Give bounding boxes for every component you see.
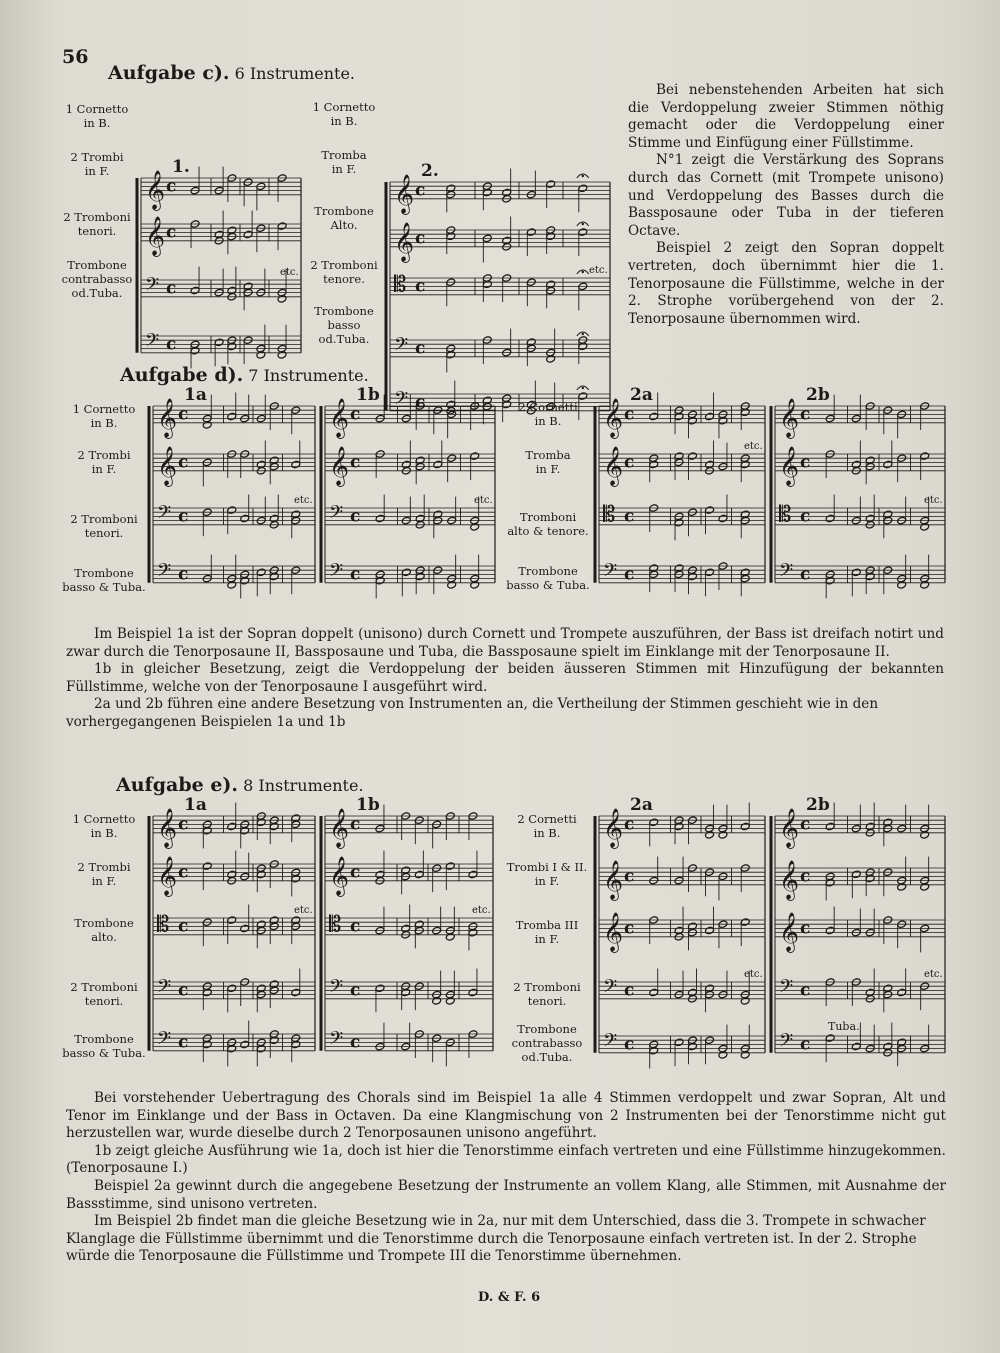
score-svg (134, 80, 304, 356)
e-text-3: Im Beispiel 2b findet man die gleiche Besetzung wie in 2a, nur mit dem Unterschied, dass die 3. Trompete in schwacher Klanglage die Füllstimme übernimmt und die Tenorstimme durch die Tenorposaune einfach vertreten ist. In der 2. Strophe würde die Tenorposaune die Füllstimme und Trompete III die Tenorstimme übernehmen. (66, 1213, 926, 1265)
svg-text:𝄞: 𝄞 (157, 445, 178, 486)
svg-text:c: c (800, 814, 811, 835)
etc-mark: etc. (294, 905, 313, 916)
e-left-label-4: Trombone basso & Tuba. (62, 1032, 146, 1060)
example-label: 2a (630, 385, 653, 405)
svg-text:𝄢: 𝄢 (157, 502, 172, 528)
svg-text:𝄢: 𝄢 (157, 1028, 172, 1054)
example-label: 1a (184, 385, 207, 405)
svg-text:𝄢: 𝄢 (603, 560, 618, 586)
d-left-label-2: 2 Tromboni tenori. (70, 512, 138, 540)
etc-mark: etc. (474, 495, 493, 506)
svg-text:𝄞: 𝄞 (157, 855, 178, 896)
c2-label-1: Tromba in F. (321, 148, 367, 176)
svg-text:c: c (350, 452, 361, 473)
score-svg (592, 790, 768, 1090)
example-label: 2. (421, 161, 439, 181)
svg-text:𝄢: 𝄢 (329, 560, 344, 586)
aufgabe-d-text (66, 626, 944, 732)
c2-label-3: 2 Tromboni tenore. (310, 258, 378, 286)
d-left-labels (60, 402, 148, 594)
e-right-label-0: 2 Cornetti in B. (517, 812, 577, 840)
c1-label-0: 1 Cornetto in B. (65, 102, 129, 130)
e-left-label-0: 1 Cornetto in B. (72, 812, 136, 840)
svg-text:c: c (415, 338, 426, 359)
svg-text:c: c (624, 452, 635, 473)
c-text-0: Bei nebenstehenden Arbeiten hat sich die Verdoppelung zweier Stimmen nöthig gemacht oder die Verdoppelung einer Stimme und Einfügung einer Füllstimme. (628, 82, 944, 151)
d-left-label-3: Trombone basso & Tuba. (62, 566, 146, 594)
etc-mark: etc. (472, 905, 491, 916)
example-label: 1a (184, 795, 207, 815)
svg-text:c: c (350, 814, 361, 835)
aufgabe-e-title: Aufgabe e). (116, 774, 239, 796)
c2-labels (302, 100, 386, 346)
score-c1 (134, 80, 304, 356)
svg-text:c: c (166, 334, 177, 355)
e-left-labels (60, 812, 148, 1060)
d-text-0: Im Beispiel 1a ist der Sopran doppelt (unisono) durch Cornett und Trompete auszuführen, der Bass ist dreifach notirt und zwar durch die Tenorposaune II, Bassposaune und Tuba, die Bassposaune spielt im Einklange mit der Tenorposaune II. (66, 626, 944, 660)
svg-text:𝄢: 𝄢 (329, 1028, 344, 1054)
svg-text:𝄞: 𝄞 (779, 807, 800, 848)
svg-text:c: c (624, 866, 635, 887)
e-text-2: Beispiel 2a gewinnt durch die angegebene Besetzung der Instrumente an vollem Klang, alle Stimmen, mit Ausnahme der Bassstimme, sind unisono vertreten. (66, 1177, 946, 1212)
svg-text:𝄞: 𝄞 (603, 859, 624, 900)
score-e2a (592, 790, 768, 1090)
etc-mark: etc. (924, 495, 943, 506)
svg-text:𝄞: 𝄞 (157, 397, 178, 438)
aufgabe-c-title: Aufgabe c). (108, 62, 230, 84)
svg-text:𝄢: 𝄢 (145, 274, 160, 300)
svg-text:𝄞: 𝄞 (157, 807, 178, 848)
c1-label-3: Trombone contrabasso od.Tuba. (61, 258, 133, 300)
aufgabe-c-text (628, 82, 944, 328)
svg-text:𝄞: 𝄞 (145, 169, 166, 210)
d-right-label-0: 2 Cornetti in B. (518, 400, 578, 428)
score-svg (146, 790, 318, 1090)
svg-text:c: c (800, 506, 811, 527)
svg-text:c: c (800, 866, 811, 887)
e-left-label-3: 2 Tromboni tenori. (70, 980, 138, 1008)
score-d1b (318, 378, 498, 618)
footer-plate-number: D. & F. 6 (478, 1290, 541, 1305)
svg-text:c: c (624, 506, 635, 527)
c1-label-2: 2 Tromboni tenori. (63, 210, 131, 238)
score-d1a (146, 378, 318, 618)
score-d2a (592, 378, 768, 618)
svg-text:c: c (178, 404, 189, 425)
score-svg (768, 378, 948, 618)
svg-text:c: c (800, 404, 811, 425)
e-right-label-2: Tromba III in F. (515, 918, 579, 946)
c-text-2: Beispiel 2 zeigt den Sopran doppelt vertreten, doch übernimmt hier die 1. Tenorposaune die Füllstimme, welche in der 2. Strophe vorübergehend von der 2. Tenorposaune übernommen wird. (628, 240, 944, 327)
d-right-label-1: Tromba in F. (525, 448, 571, 476)
svg-text:c: c (178, 1032, 189, 1053)
score-e1a (146, 790, 318, 1090)
e-right-label-1: Trombi I & II. in F. (506, 860, 588, 888)
aufgabe-c-count: 6 Instrumente. (234, 64, 356, 83)
svg-text:c: c (166, 278, 177, 299)
etc-mark: etc. (280, 267, 299, 278)
svg-text:c: c (800, 452, 811, 473)
score-d2b (768, 378, 948, 618)
svg-text:𝄞: 𝄞 (329, 807, 350, 848)
svg-text:c: c (624, 1034, 635, 1055)
e-text-0: Bei vorstehender Uebertragung des Chorals sind im Beispiel 1a alle 4 Stimmen verdoppelt und zwar Sopran, Alt und Tenor im Einklange und der Bass in Octaven. Da eine Klangmischung von 2 Instrumenten bei der Tenorstimme nicht gut herzustellen war, wurde dieselbe durch 2 Tenorposaunen unisono angeführt. (66, 1090, 946, 1142)
svg-text:c: c (350, 1032, 361, 1053)
svg-text:c: c (178, 564, 189, 585)
svg-text:𝄢: 𝄢 (779, 1030, 794, 1056)
etc-mark: etc. (744, 969, 763, 980)
svg-text:c: c (350, 564, 361, 585)
svg-text:𝄢: 𝄢 (603, 976, 618, 1002)
c1-label-1: 2 Trombi in F. (70, 150, 124, 178)
svg-text:𝄞: 𝄞 (394, 173, 415, 214)
svg-text:c: c (350, 404, 361, 425)
svg-text:𝄡: 𝄡 (779, 502, 792, 528)
svg-text:𝄞: 𝄞 (145, 215, 166, 256)
svg-text:𝄞: 𝄞 (394, 221, 415, 262)
svg-text:𝄢: 𝄢 (779, 976, 794, 1002)
d-text-2: 2a und 2b führen eine andere Besetzung von Instrumenten an, die Vertheilung der Stimmen geschieht wie in den vorhergegangenen Beispielen 1a und 1b (66, 696, 879, 730)
score-svg (592, 378, 768, 618)
svg-text:c: c (624, 564, 635, 585)
score-svg (318, 378, 498, 618)
svg-text:c: c (166, 222, 177, 243)
svg-text:c: c (624, 980, 635, 1001)
score-e2b (768, 790, 948, 1090)
example-label: 2a (630, 795, 653, 815)
svg-text:c: c (415, 180, 426, 201)
svg-text:c: c (624, 918, 635, 939)
c2-label-4: Trombone basso od.Tuba. (314, 304, 374, 346)
e-left-label-2: Trombone alto. (74, 916, 134, 944)
svg-text:c: c (624, 404, 635, 425)
svg-text:𝄡: 𝄡 (603, 502, 616, 528)
svg-text:c: c (178, 862, 189, 883)
score-svg (318, 790, 496, 1090)
svg-text:c: c (178, 452, 189, 473)
aufgabe-d-count: 7 Instrumente. (248, 366, 369, 385)
example-label: 2b (806, 795, 830, 815)
svg-text:𝄢: 𝄢 (157, 976, 172, 1002)
example-label: 1b (356, 385, 380, 405)
svg-text:𝄢: 𝄢 (394, 388, 409, 414)
svg-text:𝄞: 𝄞 (779, 911, 800, 952)
svg-text:𝄡: 𝄡 (329, 912, 342, 938)
d-left-label-0: 1 Cornetto in B. (72, 402, 136, 430)
etc-mark: etc. (589, 265, 608, 276)
svg-text:𝄞: 𝄞 (329, 397, 350, 438)
svg-text:𝄡: 𝄡 (394, 272, 407, 298)
aufgabe-e-count: 8 Instrumente. (243, 776, 364, 795)
example-label: 1. (172, 157, 190, 177)
svg-text:𝄢: 𝄢 (145, 330, 160, 356)
d-right-label-3: Trombone basso & Tuba. (506, 564, 590, 592)
svg-text:𝄞: 𝄞 (329, 855, 350, 896)
c1-labels (54, 102, 140, 300)
c2-label-2: Trombone Alto. (314, 204, 374, 232)
aufgabe-d-title: Aufgabe d). (120, 364, 244, 386)
svg-text:c: c (350, 916, 361, 937)
svg-text:𝄢: 𝄢 (779, 560, 794, 586)
svg-text:c: c (178, 980, 189, 1001)
svg-text:c: c (800, 564, 811, 585)
svg-text:c: c (800, 918, 811, 939)
svg-text:𝄞: 𝄞 (779, 397, 800, 438)
svg-text:𝄞: 𝄞 (329, 445, 350, 486)
svg-text:𝄢: 𝄢 (329, 976, 344, 1002)
svg-text:c: c (800, 980, 811, 1001)
e-right-label-4: Trombone contrabasso od.Tuba. (511, 1022, 583, 1064)
svg-text:𝄢: 𝄢 (157, 560, 172, 586)
svg-text:𝄢: 𝄢 (329, 502, 344, 528)
score-svg (768, 790, 948, 1090)
e-text-1: 1b zeigt gleiche Ausführung wie 1a, doch ist hier die Tenorstimme einfach vertreten und eine Füllstimme hinzugekommen. (Tenorposaune I.) (66, 1142, 946, 1177)
svg-text:𝄞: 𝄞 (779, 859, 800, 900)
svg-text:𝄢: 𝄢 (394, 334, 409, 360)
d-right-labels (504, 400, 592, 592)
e-right-label-3: 2 Tromboni tenori. (513, 980, 581, 1008)
page-number: 56 (62, 46, 89, 68)
score-e1b (318, 790, 496, 1090)
example-label: 2b (806, 385, 830, 405)
svg-text:c: c (178, 814, 189, 835)
svg-text:c: c (178, 506, 189, 527)
svg-text:𝄞: 𝄞 (603, 445, 624, 486)
etc-mark: etc. (924, 969, 943, 980)
aufgabe-e-text (66, 1090, 946, 1266)
c2-label-0: 1 Cornetto in B. (312, 100, 376, 128)
svg-text:𝄞: 𝄞 (603, 397, 624, 438)
svg-text:c: c (415, 392, 426, 413)
svg-text:𝄡: 𝄡 (157, 912, 170, 938)
d-right-label-2: Tromboni alto & tenore. (507, 510, 589, 538)
e-right-labels (502, 812, 592, 1064)
example-label: 1b (356, 795, 380, 815)
tuba-mark: Tuba. (828, 1020, 860, 1033)
svg-text:c: c (166, 176, 177, 197)
svg-text:c: c (178, 916, 189, 937)
c-text-1: N°1 zeigt die Verstärkung des Soprans durch das Cornett (mit Trompete unisono) und Verdoppelung des Basses durch die Bassposaune oder Tuba in der tieferen Octave. (628, 152, 944, 239)
svg-text:c: c (624, 814, 635, 835)
etc-mark: etc. (744, 441, 763, 452)
svg-text:c: c (350, 506, 361, 527)
svg-text:𝄞: 𝄞 (779, 445, 800, 486)
svg-text:c: c (415, 228, 426, 249)
svg-text:c: c (415, 276, 426, 297)
svg-text:𝄞: 𝄞 (603, 807, 624, 848)
e-left-label-1: 2 Trombi in F. (77, 860, 131, 888)
d-text-1: 1b in gleicher Besetzung, zeigt die Verdoppelung der beiden äusseren Stimmen mit Hinzufügung der bekannten Füllstimme, welche von der Tenorposaune I ausgeführt wird. (66, 661, 944, 695)
svg-text:𝄞: 𝄞 (603, 911, 624, 952)
svg-text:c: c (350, 980, 361, 1001)
svg-text:𝄢: 𝄢 (603, 1030, 618, 1056)
svg-text:c: c (350, 862, 361, 883)
etc-mark: etc. (294, 495, 313, 506)
d-left-label-1: 2 Trombi in F. (77, 448, 131, 476)
svg-text:c: c (800, 1034, 811, 1055)
score-svg (146, 378, 318, 618)
